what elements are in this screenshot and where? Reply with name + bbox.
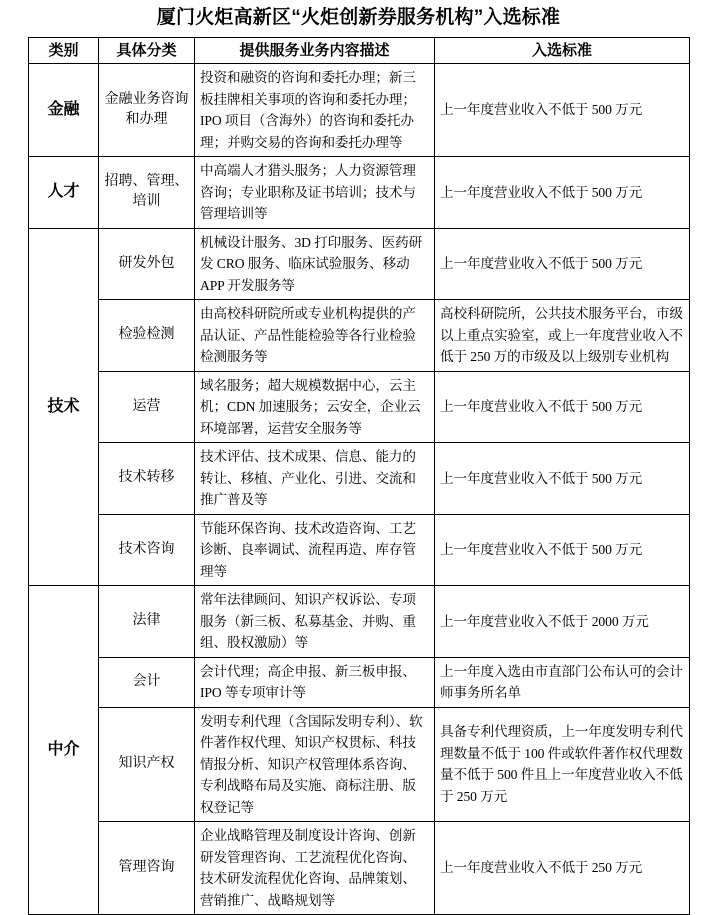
cell-category: 金融 [29,64,99,157]
cell-subcategory: 法律 [99,586,195,658]
column-header-description: 提供服务业务内容描述 [195,38,435,64]
table-row [29,157,690,229]
table-header-row [29,38,690,64]
cell-subcategory: 运营 [99,371,195,443]
cell-subcategory: 会计 [99,657,195,707]
cell-description: 常年法律顾问、知识产权诉讼、专项服务（新三板、私募基金、并购、重组、股权激励）等 [195,586,435,658]
selection-criteria-table [28,37,690,915]
table-row [29,371,690,443]
cell-criteria: 高校科研院所，公共技术服务平台，市级以上重点实验室，或上一年度营业收入不低于 250 万的市级及以上级别专业机构 [435,300,690,372]
table-container [0,37,717,915]
cell-criteria: 上一年度营业收入不低于 500 万元 [435,157,690,229]
table-row [29,586,690,658]
table-row [29,822,690,915]
cell-description: 企业战略管理及制度设计咨询、创新研发管理咨询、工艺流程优化咨询、技术研发流程优化咨询、品牌策划、营销推广、战略规划等 [195,822,435,915]
cell-criteria: 上一年度营业收入不低于 250 万元 [435,822,690,915]
cell-subcategory: 技术咨询 [99,514,195,586]
cell-criteria: 上一年度营业收入不低于 500 万元 [435,228,690,300]
table-row [29,657,690,707]
cell-category: 技术 [29,228,99,586]
cell-description: 中高端人才猎头服务；人力资源管理咨询；专业职称及证书培训；技术与管理培训等 [195,157,435,229]
cell-category: 中介 [29,586,99,915]
table-row [29,707,690,822]
cell-criteria: 上一年度营业收入不低于 500 万元 [435,64,690,157]
cell-subcategory: 知识产权 [99,707,195,822]
cell-description: 会计代理；高企申报、新三板申报、IPO 等专项审计等 [195,657,435,707]
cell-subcategory: 金融业务咨询和办理 [99,64,195,157]
column-header-subcategory: 具体分类 [99,38,195,64]
table-row [29,64,690,157]
page-title: 厦门火炬高新区“火炬创新券服务机构”入选标准 [156,7,561,28]
cell-criteria: 上一年度营业收入不低于 2000 万元 [435,586,690,658]
table-body [29,64,690,915]
cell-description: 技术评估、技术成果、信息、能力的转让、移植、产业化、引进、交流和推广普及等 [195,443,435,515]
cell-subcategory: 管理咨询 [99,822,195,915]
cell-subcategory: 检验检测 [99,300,195,372]
cell-description: 投资和融资的咨询和委托办理；新三板挂牌相关事项的咨询和委托办理；IPO 项目（含海外）的咨询和委托办理；并购交易的咨询和委托办理等 [195,64,435,157]
cell-description: 发明专利代理（含国际发明专利）、软件著作权代理、知识产权贯标、科技情报分析、知识产权管理体系咨询、专利战略布局及实施、商标注册、版权登记等 [195,707,435,822]
column-header-category: 类别 [29,38,99,64]
table-row [29,514,690,586]
cell-subcategory: 技术转移 [99,443,195,515]
cell-description: 由高校科研院所或专业机构提供的产品认证、产品性能检验等各行业检验检测服务等 [195,300,435,372]
cell-criteria: 上一年度营业收入不低于 500 万元 [435,514,690,586]
cell-subcategory: 招聘、管理、培训 [99,157,195,229]
cell-subcategory: 研发外包 [99,228,195,300]
cell-criteria: 上一年度营业收入不低于 500 万元 [435,443,690,515]
table-row [29,300,690,372]
cell-criteria: 上一年度营业收入不低于 500 万元 [435,371,690,443]
table-row [29,443,690,515]
cell-criteria: 具备专利代理资质，上一年度发明专利代理数量不低于 100 件或软件著作权代理数量不低于 500 件且上一年度营业收入不低于 250 万元 [435,707,690,822]
column-header-criteria: 入选标准 [435,38,690,64]
cell-criteria: 上一年度入选由市直部门公布认可的会计师事务所名单 [435,657,690,707]
cell-description: 节能环保咨询、技术改造咨询、工艺诊断、良率调试、流程再造、库存管理等 [195,514,435,586]
table-header [29,38,690,64]
cell-description: 机械设计服务、3D 打印服务、医药研发 CRO 服务、临床试验服务、移动 APP 开发服务等 [195,228,435,300]
table-row [29,228,690,300]
cell-description: 域名服务；超大规模数据中心，云主机；CDN 加速服务；云安全，企业云环境部署，运营安全服务等 [195,371,435,443]
cell-category: 人才 [29,157,99,229]
